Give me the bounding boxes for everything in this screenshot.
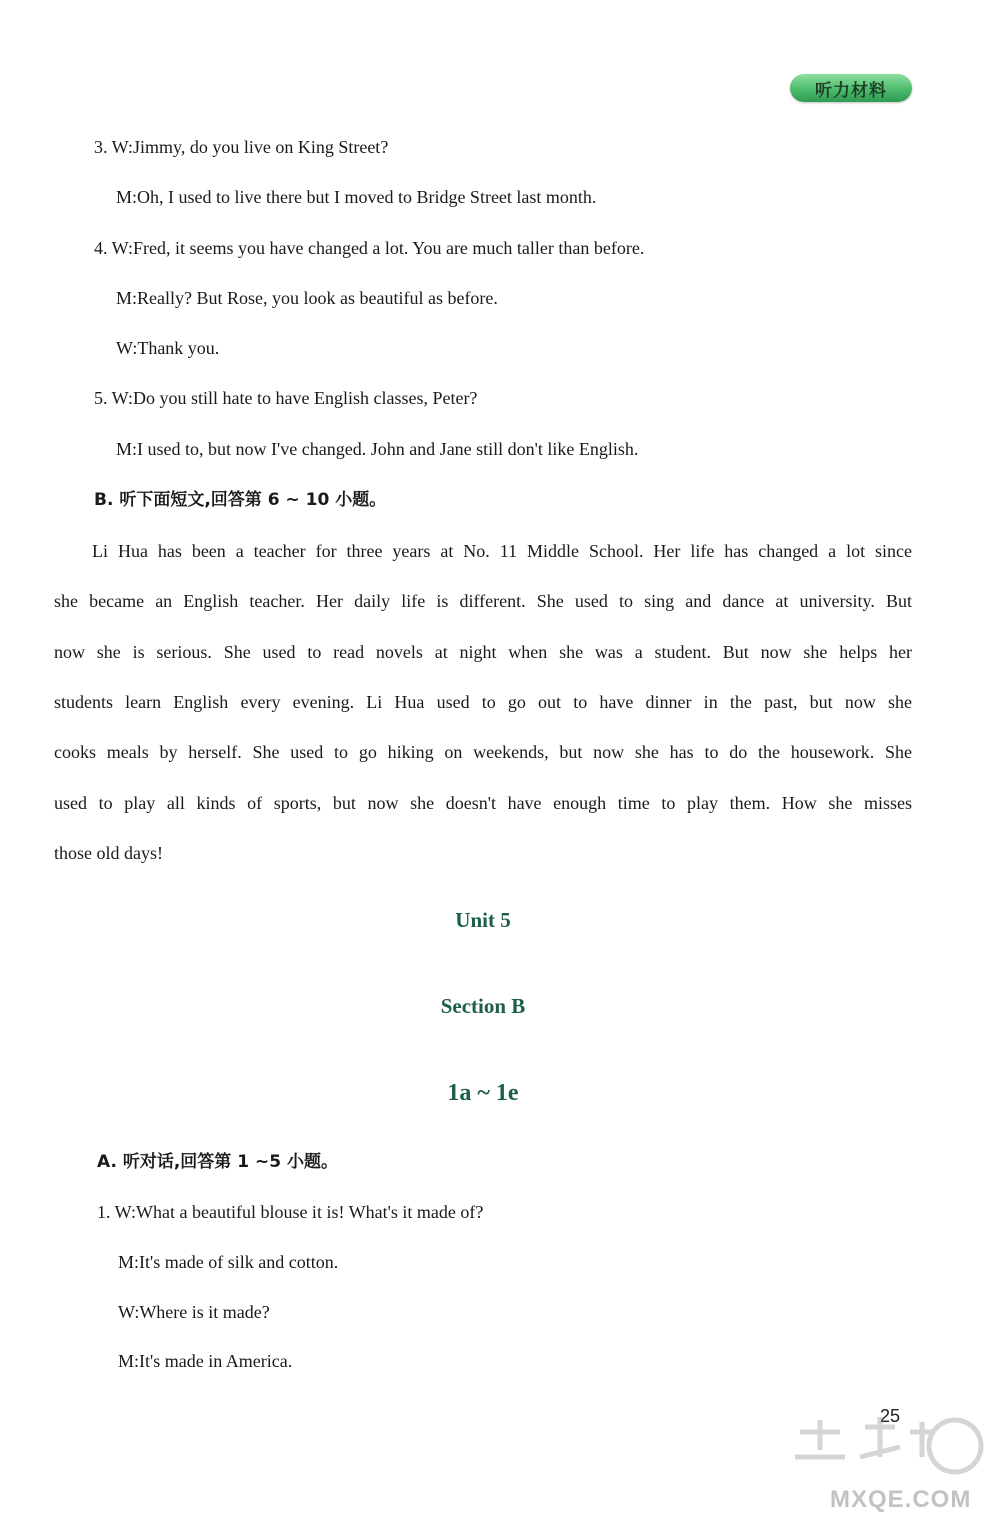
- passage-line: now she is serious. She used to read novels at night when she was a student. But now she helps her: [54, 642, 912, 662]
- passage-line: she became an English teacher. Her daily life is different. She used to sing and dance at university. But: [54, 591, 912, 611]
- dialogue-line: W:Thank you.: [116, 338, 220, 358]
- dialogue-line: M:Really? But Rose, you look as beautiful as before.: [116, 288, 498, 308]
- unit-title: Unit 5: [455, 908, 511, 932]
- passage-line: students learn English every evening. Li Hua used to go out to have dinner in the past, but now she: [54, 692, 912, 712]
- dialogue-line: 3. W:Jimmy, do you live on King Street?: [94, 137, 389, 157]
- dialogue-line: M:It's made of silk and cotton.: [118, 1252, 339, 1272]
- watermark-text: MXQE.COM: [830, 1486, 972, 1513]
- section-a-instruction: A. 听对话,回答第 1 ~5 小题。: [97, 1152, 338, 1172]
- section-title: Section B: [440, 994, 526, 1018]
- part-title: 1a ~ 1e: [447, 1080, 519, 1106]
- dialogue-line: M:I used to, but now I've changed. John and Jane still don't like English.: [116, 439, 639, 459]
- dialogue-line: M:It's made in America.: [118, 1351, 293, 1371]
- dialogue-line: 5. W:Do you still hate to have English classes, Peter?: [94, 388, 478, 408]
- dialogue-line: 1. W:What a beautiful blouse it is! What's it made of?: [97, 1202, 484, 1222]
- listening-material-badge: 听力材料: [790, 74, 912, 102]
- dialogue-line: 4. W:Fred, it seems you have changed a lot. You are much taller than before.: [94, 238, 645, 258]
- passage-line: Li Hua has been a teacher for three years at No. 11 Middle School. Her life has changed a lot since: [92, 541, 912, 561]
- section-b-instruction: B. 听下面短文,回答第 6 ~ 10 小题。: [94, 490, 387, 510]
- dialogue-line: M:Oh, I used to live there but I moved to Bridge Street last month.: [116, 187, 597, 207]
- passage-line: used to play all kinds of sports, but now she doesn't have enough time to play them. How she misses: [54, 793, 912, 813]
- page-number: 25: [880, 1406, 901, 1426]
- passage-line: those old days!: [54, 843, 163, 863]
- passage-line: cooks meals by herself. She used to go hiking on weekends, but now she has to do the housework. She: [54, 742, 912, 762]
- dialogue-line: W:Where is it made?: [118, 1302, 270, 1322]
